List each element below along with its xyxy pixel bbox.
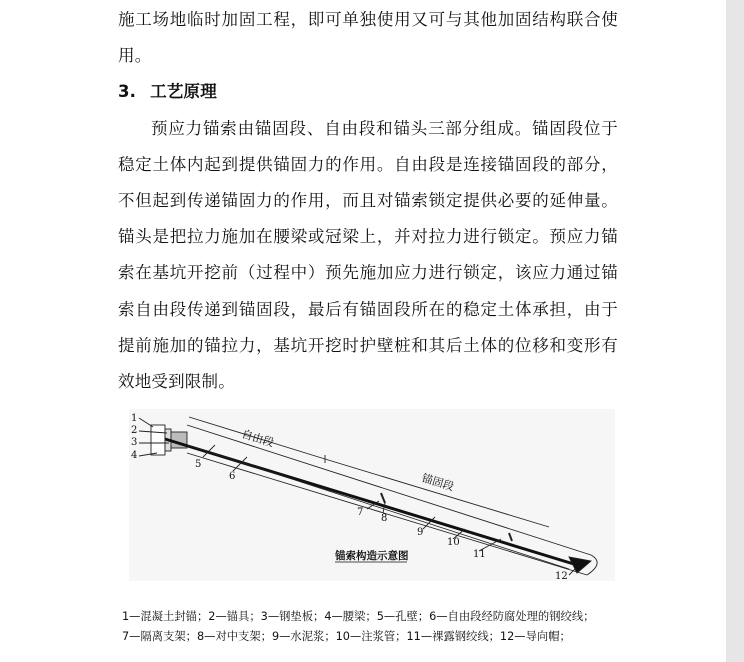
- figure-legend: [122, 607, 642, 647]
- callout-2: 2: [131, 425, 138, 436]
- callout-11: 11: [473, 549, 486, 560]
- paragraph-intro-tail: 施工场地临时加固工程，即可单独使用又可与其他加固结构联合使用。: [118, 10, 618, 66]
- section-heading: [118, 74, 618, 110]
- callout-9: 9: [417, 527, 424, 538]
- document-body: [118, 2, 618, 400]
- callout-5: 5: [195, 459, 202, 470]
- borehole-end: [587, 555, 597, 575]
- borehole-wall-upper: [187, 425, 591, 555]
- callout-3: 3: [131, 437, 138, 448]
- callout-7: 7: [357, 507, 364, 518]
- callout-8: 8: [381, 513, 388, 524]
- legend-line-2: 7—隔离支架；8—对中支架；9—水泥浆；10—注浆管；11—裸露钢绞线；12—导向帽；: [122, 630, 571, 643]
- callout-4: 4: [131, 450, 138, 461]
- callout-1: 1: [131, 413, 138, 424]
- anchor-structure-figure: [129, 409, 615, 581]
- viewer-gutter: [726, 0, 744, 662]
- callout-6: 6: [229, 471, 236, 482]
- callout-10: 10: [447, 537, 460, 548]
- free-section-label: 自由段: [240, 427, 276, 450]
- paragraph-principle: 预应力锚索由锚固段、自由段和锚头三部分组成。锚固段位于稳定土体内起到提供锚固力的作用。自由段是连接锚固段的部分，不但起到传递锚固力的作用，而且对锚索锁定提供必要的延伸量。锚头是把拉力施加在腰梁或冠梁上，并对拉力进行锁定。预应力锚索在基坑开挖前（过程中）预先施加应力进行锁定，该应力通过锚索自由段传递到锚固段，最后有锚固段所在的稳定土体承担，由于提前施加的锚拉力，基坑开挖时护壁桩和其后土体的位移和变形有效地受到限制。: [118, 118, 618, 392]
- callout-12: 12: [555, 571, 568, 581]
- anchor-section-label: 锚固段: [420, 471, 456, 494]
- figure-title: 锚索构造示意图: [335, 550, 409, 562]
- anchor-diagram: [129, 409, 615, 581]
- section-number: 3.: [118, 82, 137, 102]
- leader-1: [139, 418, 153, 427]
- spacer-2: [509, 533, 512, 541]
- spacer-1: [381, 493, 385, 503]
- section-title: 工艺原理: [150, 82, 217, 102]
- concrete-seal: [151, 425, 165, 455]
- legend-line-1: 1—混凝土封锚；2—锚具；3—钢垫板；4—腰梁；5—孔壁；6—自由段经防腐处理的钢绞线；: [122, 610, 595, 623]
